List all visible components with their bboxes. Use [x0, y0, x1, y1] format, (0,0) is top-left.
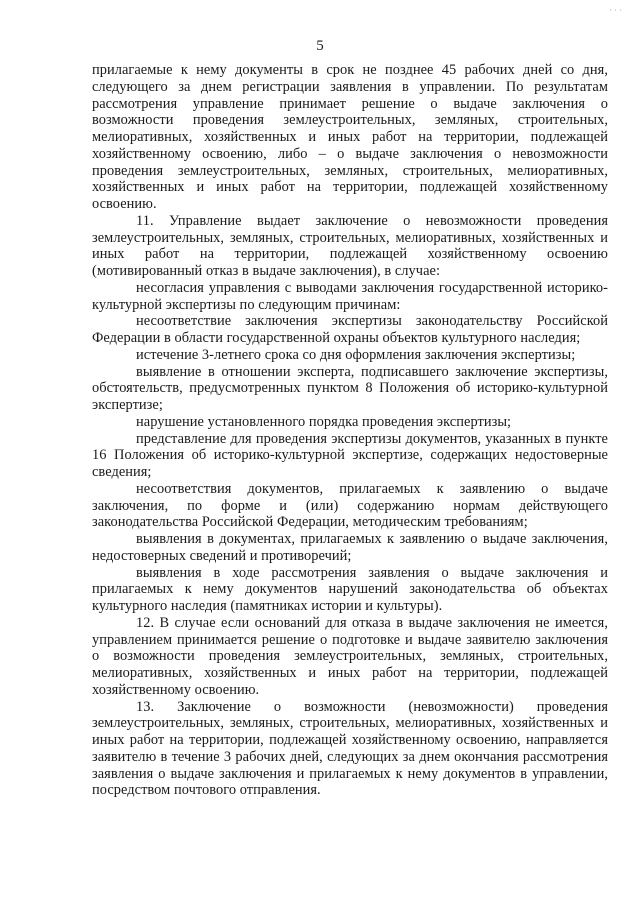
page-number: 5 [316, 38, 324, 54]
paragraph-procedure-violation: нарушение установленного порядка проведения экспертизы; [136, 413, 512, 430]
paragraph-false-documents: представление для проведения экспертизы документов, указанных в пункте 16 Положения об историко-культурной экспертизе, содержащих недостоверные сведения; [92, 430, 608, 480]
scan-corner-mark: · · · [609, 6, 622, 15]
paragraph-form-mismatch: несоответствия документов, прилагаемых к заявлению о выдаче заключения, по форме и (или) содержанию нормам действующего законодательства Российской Федерации, методическим требованиям; [92, 480, 608, 531]
document-body [92, 62, 608, 799]
paragraph-law-violations: выявления в ходе рассмотрения заявления о выдаче заключения и прилагаемых к нему документов нарушений законодательства об объектах культурного наследия (памятниках истории и культуры). [92, 564, 608, 614]
paragraph-noncompliance: несоответствие заключения экспертизы законодательству Российской Федерации в области государственной охраны объектов культурного наследия; [92, 313, 608, 346]
paragraph-expiry: истечение 3-летнего срока со дня оформления заключения экспертизы; [136, 346, 576, 363]
paragraph-disagreement: несогласия управления с выводами заключения государственной историко-культурной экспертизы по следующим причинам: [92, 279, 608, 313]
paragraph-continuation: прилагаемые к нему документы в срок не позднее 45 рабочих дней со дня, следующего за днем регистрации заявления в управлении. По результатам рассмотрения управление принимает решение о выдаче заключения о возможности проведения землеустроительных, земляных, строительных, мелиоративных, хозяйственных и иных работ на территории, подлежащей хозяйственному освоению, либо – о выдаче заключения о невозможности проведения землеустроительных, земляных, строительных, мелиоративных, хозяйственных и иных работ на территории, подлежащей хозяйственному освоению. [92, 62, 608, 212]
paragraph-item-13: 13. Заключение о возможности (невозможности) проведения землеустроительных, земляных, строительных, мелиоративных, хозяйственных и иных работ на территории, подлежащей хозяйственному освоению, направляется заявителю в течение 3 рабочих дней, следующих за днем окончания рассмотрения заявления о выдаче заключения и прилагаемых к нему документов в управлении, посредством почтового отправления. [92, 698, 608, 799]
paragraph-expert-circumstances: выявление в отношении эксперта, подписавшего заключение экспертизы, обстоятельств, предусмотренных пунктом 8 Положения об историко-культурной экспертизе; [92, 363, 608, 413]
paragraph-item-11: 11. Управление выдает заключение о невозможности проведения землеустроительных, земляных, строительных, мелиоративных, хозяйственных и иных работ на территории, подлежащей хозяйственному освоению (мотивированный отказ в выдаче заключения), в случае: [92, 212, 608, 279]
paragraph-false-info: выявления в документах, прилагаемых к заявлению о выдаче заключения, недостоверных сведений и противоречий; [92, 531, 608, 564]
paragraph-item-12: 12. В случае если оснований для отказа в выдаче заключения не имеется, управлением принимается решение о подготовке и выдаче заявителю заключения о возможности проведения землеустроительных, земляных, строительных, мелиоративных, хозяйственных и иных работ на территории, подлежащей хозяйственному освоению. [92, 614, 608, 698]
